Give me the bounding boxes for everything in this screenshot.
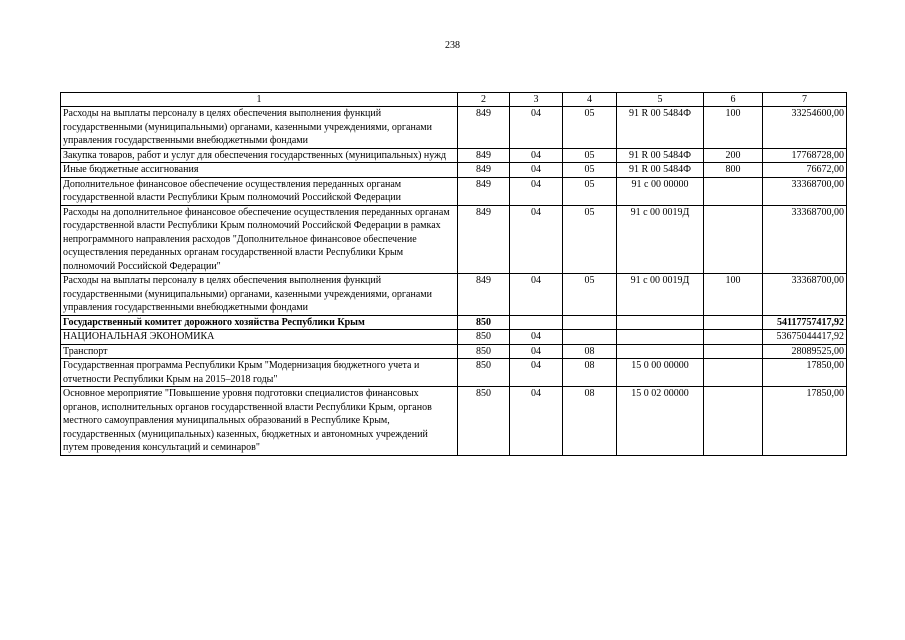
row-expense-type xyxy=(704,330,763,345)
row-amount: 76672,00 xyxy=(763,163,847,178)
table-row xyxy=(61,359,847,387)
row-code: 849 xyxy=(458,148,510,163)
row-code: 850 xyxy=(458,315,510,330)
row-amount: 33368700,00 xyxy=(763,177,847,205)
row-target-article: 15 0 00 00000 xyxy=(617,359,704,387)
row-target-article: 15 0 02 00000 xyxy=(617,387,704,456)
row-code: 850 xyxy=(458,344,510,359)
row-subsection xyxy=(563,315,617,330)
row-code: 849 xyxy=(458,274,510,316)
row-section: 04 xyxy=(510,148,563,163)
row-code: 849 xyxy=(458,177,510,205)
table-row xyxy=(61,163,847,178)
row-amount: 33368700,00 xyxy=(763,274,847,316)
row-subsection: 05 xyxy=(563,107,617,149)
row-name: Иные бюджетные ассигнования xyxy=(61,163,458,178)
table-row xyxy=(61,344,847,359)
header-cell: 4 xyxy=(563,93,617,107)
row-expense-type xyxy=(704,205,763,274)
row-section: 04 xyxy=(510,177,563,205)
row-section: 04 xyxy=(510,359,563,387)
row-expense-type: 100 xyxy=(704,274,763,316)
page-number: 238 xyxy=(445,40,460,51)
row-target-article: 91 с 00 0019Д xyxy=(617,274,704,316)
row-code: 850 xyxy=(458,330,510,345)
row-name: НАЦИОНАЛЬНАЯ ЭКОНОМИКА xyxy=(61,330,458,345)
row-amount: 54117757417,92 xyxy=(763,315,847,330)
row-section: 04 xyxy=(510,387,563,456)
row-expense-type: 800 xyxy=(704,163,763,178)
row-target-article: 91 R 00 5484Ф xyxy=(617,107,704,149)
row-amount: 28089525,00 xyxy=(763,344,847,359)
header-row xyxy=(61,93,847,107)
row-target-article: 91 R 00 5484Ф xyxy=(617,163,704,178)
row-amount: 33368700,00 xyxy=(763,205,847,274)
row-target-article xyxy=(617,330,704,345)
row-code: 849 xyxy=(458,163,510,178)
row-name: Транспорт xyxy=(61,344,458,359)
row-subsection: 08 xyxy=(563,359,617,387)
row-subsection: 05 xyxy=(563,148,617,163)
row-target-article xyxy=(617,315,704,330)
table-row xyxy=(61,107,847,149)
row-expense-type xyxy=(704,344,763,359)
row-name: Государственный комитет дорожного хозяйства Республики Крым xyxy=(61,315,458,330)
row-code: 850 xyxy=(458,387,510,456)
row-name: Основное мероприятие "Повышение уровня подготовки специалистов финансовых органов, исполнительных органов государственной власти Республики Крым, органов местного самоуправления муниципальных образований в Республике Крым, государственных (муниципальных) казенных, бюджетных и автономных учреждений путем проведения консультаций и семинаров" xyxy=(61,387,458,456)
row-code: 849 xyxy=(458,107,510,149)
row-subsection: 05 xyxy=(563,274,617,316)
row-section: 04 xyxy=(510,330,563,345)
header-cell: 3 xyxy=(510,93,563,107)
row-subsection: 08 xyxy=(563,344,617,359)
table-row xyxy=(61,315,847,330)
row-name: Закупка товаров, работ и услуг для обеспечения государственных (муниципальных) нужд xyxy=(61,148,458,163)
header-cell: 2 xyxy=(458,93,510,107)
table-row xyxy=(61,330,847,345)
row-expense-type: 200 xyxy=(704,148,763,163)
table-row xyxy=(61,148,847,163)
row-expense-type: 100 xyxy=(704,107,763,149)
row-section: 04 xyxy=(510,205,563,274)
row-section: 04 xyxy=(510,344,563,359)
row-code: 849 xyxy=(458,205,510,274)
row-subsection: 08 xyxy=(563,387,617,456)
table-row xyxy=(61,177,847,205)
row-name: Расходы на выплаты персоналу в целях обеспечения выполнения функций государственными (муниципальными) органами, казенными учреждениями, органами управления государственными внебюджетными фондами xyxy=(61,107,458,149)
row-amount: 33254600,00 xyxy=(763,107,847,149)
row-target-article: 91 R 00 5484Ф xyxy=(617,148,704,163)
row-amount: 17768728,00 xyxy=(763,148,847,163)
row-expense-type xyxy=(704,387,763,456)
row-amount: 53675044417,92 xyxy=(763,330,847,345)
row-amount: 17850,00 xyxy=(763,387,847,456)
table-row xyxy=(61,205,847,274)
row-name: Государственная программа Республики Крым "Модернизация бюджетного учета и отчетности Республики Крым на 2015–2018 годы" xyxy=(61,359,458,387)
row-section: 04 xyxy=(510,107,563,149)
header-cell: 7 xyxy=(763,93,847,107)
row-target-article: 91 с 00 0019Д xyxy=(617,205,704,274)
table-row xyxy=(61,274,847,316)
row-amount: 17850,00 xyxy=(763,359,847,387)
row-section: 04 xyxy=(510,274,563,316)
row-expense-type xyxy=(704,177,763,205)
header-cell: 1 xyxy=(61,93,458,107)
row-name: Дополнительное финансовое обеспечение осуществления переданных органам государственной власти Республики Крым полномочий Российской Федерации xyxy=(61,177,458,205)
row-expense-type xyxy=(704,315,763,330)
row-subsection: 05 xyxy=(563,163,617,178)
table-row xyxy=(61,387,847,456)
row-target-article: 91 с 00 00000 xyxy=(617,177,704,205)
row-code: 850 xyxy=(458,359,510,387)
row-subsection: 05 xyxy=(563,177,617,205)
row-section: 04 xyxy=(510,163,563,178)
header-cell: 6 xyxy=(704,93,763,107)
budget-table xyxy=(60,92,847,456)
row-name: Расходы на выплаты персоналу в целях обеспечения выполнения функций государственными (муниципальными) органами, казенными учреждениями, органами управления государственными внебюджетными фондами xyxy=(61,274,458,316)
row-subsection xyxy=(563,330,617,345)
row-section xyxy=(510,315,563,330)
header-cell: 5 xyxy=(617,93,704,107)
row-target-article xyxy=(617,344,704,359)
row-expense-type xyxy=(704,359,763,387)
row-subsection: 05 xyxy=(563,205,617,274)
row-name: Расходы на дополнительное финансовое обеспечение осуществления переданных органам государственной власти Республики Крым полномочий Российской Федерации в рамках непрограммного направления расходов "Дополнительное финансовое обеспечение осуществления переданных органам государственной власти Республики Крым полномочий Российской Федерации" xyxy=(61,205,458,274)
